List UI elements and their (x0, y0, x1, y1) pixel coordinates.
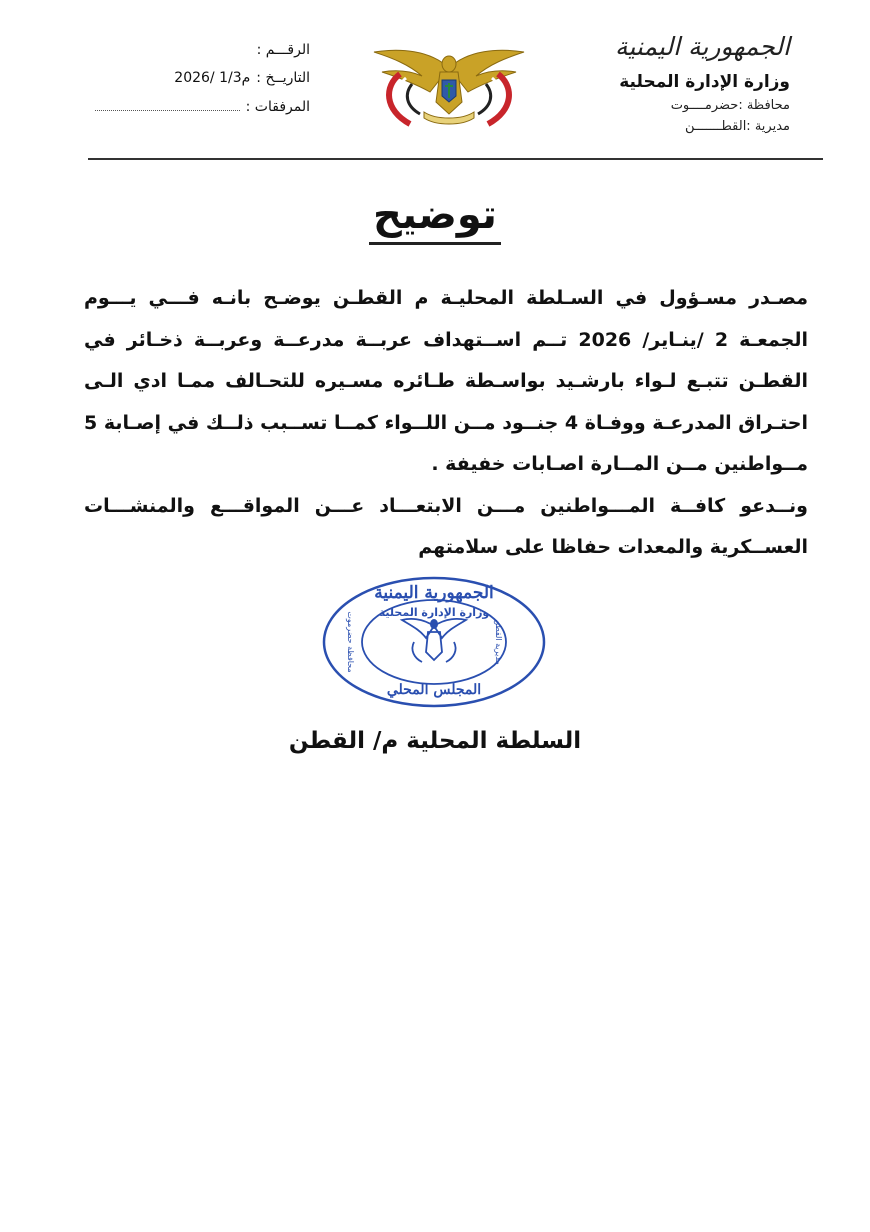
date-value: 2026/ 1/3م (174, 70, 251, 86)
reference-label: الرقـــم : (256, 42, 310, 58)
header-divider (88, 158, 823, 160)
document-title-wrap (0, 190, 870, 245)
reference-row (95, 42, 310, 70)
date-row (95, 70, 310, 98)
signature-line: السلطة المحلية م/ القطن (288, 728, 582, 754)
stamp-bottom-text: المجلس المحلي (386, 682, 482, 698)
attachments-blank (95, 98, 240, 111)
letterhead-left (95, 42, 310, 126)
district-line: مديرية :القطـــــــن (684, 119, 790, 134)
document-title: توضيح (369, 190, 501, 245)
ministry-name: وزارة الإدارة المحلية (619, 72, 790, 92)
body-paragraph-1: مصـدر مسـؤول في السـلطة المحليـة م القطـن يوضـح بانـه فـــي يـــوم الجمعـة 2 /ينـاير/ 2026 تــم اســتهداف عربــة مدرعــة وعربــة ذخـائر في القطـن تتبـع لـواء بارشـيد بواسـطة طـائره مسـيره للتحـالف ممـا ادي الـى احتـراق المدرعـة ووفـاة 4 جنــود مــن اللــواء كمــا تســبب ذلــك في إصـابة 5 مــواطنين مــن المــارة اصـابات خفيفة . (84, 287, 809, 475)
document-body (84, 278, 808, 569)
body-paragraph-2: ونــدعو كافــة المـــواطنين مـــن الابتعـــاد عـــن المواقـــع والمنشـــات العســكرية والمعدات حفاظا على سلامتهم (84, 494, 808, 558)
stamp-top-text: الجمهورية اليمنية (374, 583, 494, 603)
attachments-row (95, 98, 310, 126)
stamp-ministry-text: وزارة الإدارة المحلية (378, 606, 490, 619)
letterhead-right (590, 30, 790, 134)
republic-calligraphy: الجمهورية اليمنية (614, 32, 790, 61)
stamp-emblem-icon (402, 619, 466, 662)
stamp-right-text: مديرية القطن (494, 619, 503, 665)
governorate-line: محافظة :حضرمــــوت (670, 98, 790, 113)
national-emblem-icon (370, 40, 528, 130)
attachments-label: المرفقات : (245, 99, 310, 115)
stamp-left-text: محافظة حضرموت (346, 611, 355, 673)
official-stamp (318, 572, 550, 712)
date-label: التاريــخ : (256, 70, 310, 86)
